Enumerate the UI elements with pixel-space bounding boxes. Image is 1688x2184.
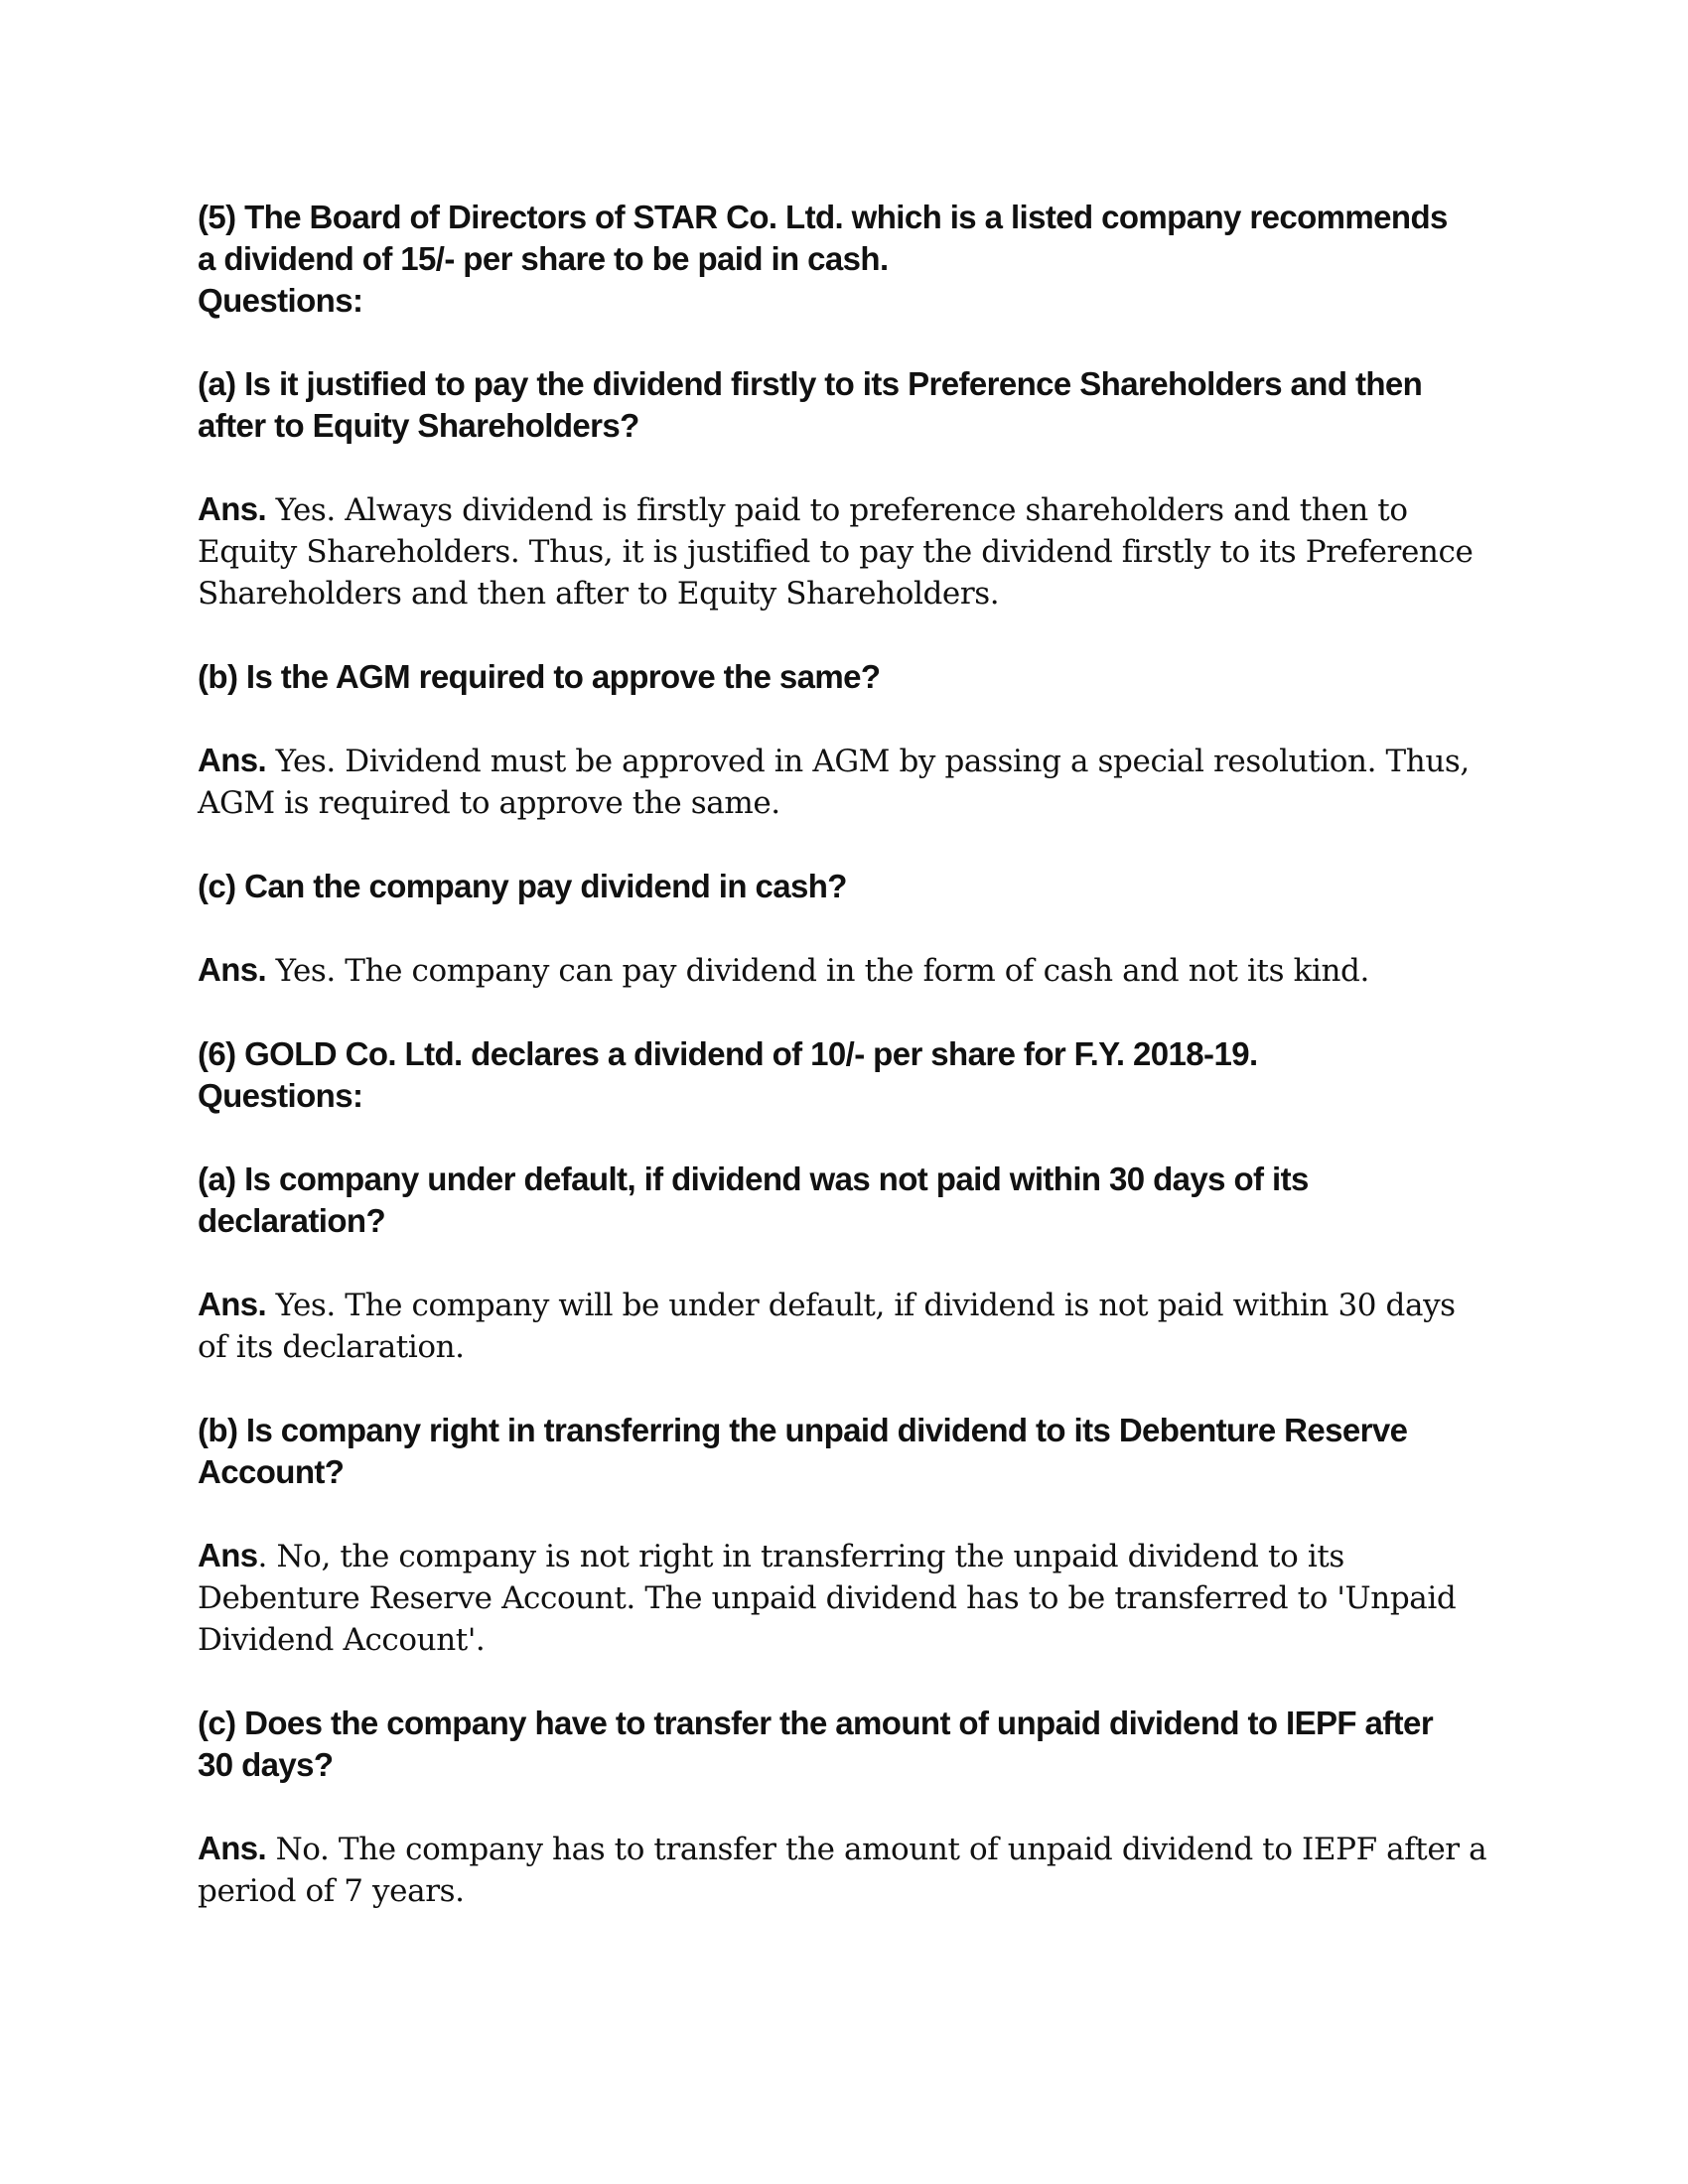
answer-text: Yes. Always dividend is firstly paid to preference shareholders and then to [266, 492, 1408, 528]
q6b-question-line-1: (b) Is company right in transferring the unpaid dividend to its Debenture Reserve [198, 1412, 1408, 1448]
q5a-question-line-2: after to Equity Shareholders? [198, 407, 639, 444]
q5a-answer-line-2: Equity Shareholders. Thus, it is justified to pay the dividend firstly to its Preference [198, 534, 1474, 570]
q6c-answer-line-2: period of 7 years. [198, 1873, 465, 1909]
document-page [198, 197, 1488, 1912]
ans-label: Ans. [198, 1830, 267, 1866]
ans-label: Ans. [198, 742, 267, 778]
ans-label: Ans. [198, 951, 267, 988]
answer-text: Yes. The company can pay dividend in the form of cash and not its kind. [266, 953, 1369, 989]
q6b-answer-line-1 [198, 1535, 1488, 1577]
q6b-answer-line-2: Debenture Reserve Account. The unpaid dividend has to be transferred to 'Unpaid [198, 1580, 1457, 1616]
q6c-question-line-1: (c) Does the company have to transfer the amount of unpaid dividend to IEPF after [198, 1705, 1434, 1741]
q6a-answer-line-1 [198, 1284, 1488, 1326]
q5a-answer-line-3: Shareholders and then after to Equity Shareholders. [198, 576, 1000, 612]
q5a-question-line-1: (a) Is it justified to pay the dividend firstly to its Preference Shareholders and then [198, 365, 1423, 402]
answer-text: . No, the company is not right in transferring the unpaid dividend to its [257, 1539, 1344, 1574]
ans-label: Ans. [198, 1286, 267, 1322]
q6c-question-line-2: 30 days? [198, 1746, 334, 1783]
ans-label: Ans [198, 1537, 258, 1573]
q6b-question-line-2: Account? [198, 1453, 345, 1490]
q6b-answer-line-3: Dividend Account'. [198, 1622, 486, 1658]
q5b-answer-line-1 [198, 740, 1488, 782]
ans-label: Ans. [198, 490, 267, 527]
q6-questions-label: Questions: [198, 1077, 363, 1114]
q5-intro-line-1: (5) The Board of Directors of STAR Co. Ltd. which is a listed company recommends [198, 199, 1448, 235]
q5c-answer-line-1 [198, 949, 1488, 992]
q5b-question: (b) Is the AGM required to approve the same? [198, 658, 881, 695]
answer-text: No. The company has to transfer the amount of unpaid dividend to IEPF after a [266, 1832, 1487, 1867]
answer-text: Yes. The company will be under default, if dividend is not paid within 30 days [266, 1288, 1456, 1323]
q5a-answer-line-1 [198, 488, 1488, 531]
q6a-question-line-1: (a) Is company under default, if dividend was not paid within 30 days of its [198, 1160, 1309, 1197]
answer-text: Yes. Dividend must be approved in AGM by passing a special resolution. Thus, [266, 744, 1470, 779]
q5b-answer-line-2: AGM is required to approve the same. [198, 785, 780, 821]
q5c-question: (c) Can the company pay dividend in cash? [198, 868, 847, 904]
q6-intro-line-1: (6) GOLD Co. Ltd. declares a dividend of 10/- per share for F.Y. 2018-19. [198, 1035, 1258, 1072]
q6c-answer-line-1 [198, 1828, 1488, 1870]
q6a-question-line-2: declaration? [198, 1202, 386, 1239]
q6a-answer-line-2: of its declaration. [198, 1329, 465, 1365]
q5-intro-line-2: a dividend of 15/- per share to be paid in cash. [198, 240, 889, 277]
q5-questions-label: Questions: [198, 282, 363, 319]
